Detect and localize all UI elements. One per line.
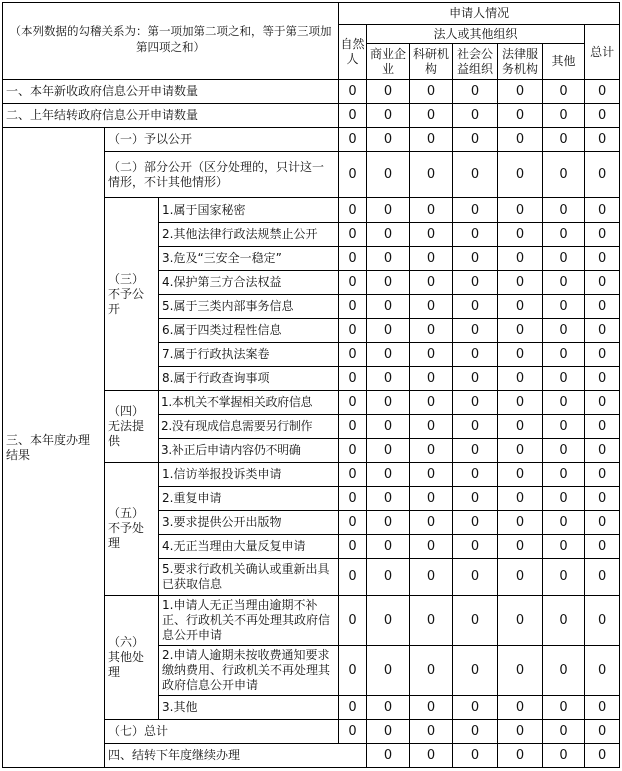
value-cell: 0 (543, 487, 585, 511)
value-cell: 0 (498, 559, 543, 595)
value-cell: 0 (367, 198, 410, 222)
value-cell: 0 (410, 198, 453, 222)
value-cell: 0 (543, 719, 585, 743)
value-cell: 0 (410, 487, 453, 511)
value-cell: 0 (585, 342, 620, 366)
value-cell: 0 (498, 743, 543, 767)
value-cell: 0 (543, 80, 585, 104)
value-cell: 0 (339, 559, 367, 595)
value-cell: 0 (410, 595, 453, 645)
value-cell: 0 (410, 128, 453, 152)
value-cell: 0 (543, 366, 585, 390)
value-cell: 0 (585, 695, 620, 719)
value-cell: 0 (498, 294, 543, 318)
item-label: 2.申请人逾期未按收费通知要求缴纳费用、行政机关不再处理其政府信息公开申请 (159, 645, 339, 695)
value-cell: 0 (367, 80, 410, 104)
value-cell: 0 (498, 318, 543, 342)
value-cell: 0 (410, 695, 453, 719)
value-cell: 0 (410, 294, 453, 318)
value-cell: 0 (498, 104, 543, 128)
value-cell: 0 (339, 246, 367, 270)
value-cell: 0 (410, 511, 453, 535)
value-cell: 0 (585, 595, 620, 645)
value-cell: 0 (339, 535, 367, 559)
value-cell: 0 (453, 104, 498, 128)
value-cell: 0 (410, 246, 453, 270)
value-cell: 0 (585, 487, 620, 511)
value-cell: 0 (543, 198, 585, 222)
value-cell: 0 (498, 719, 543, 743)
value-cell: 0 (498, 415, 543, 439)
item-label: 5.要求行政机关确认或重新出具已获取信息 (159, 559, 339, 595)
value-cell: 0 (543, 246, 585, 270)
value-cell: 0 (585, 294, 620, 318)
value-cell: 0 (410, 535, 453, 559)
value-cell: 0 (498, 80, 543, 104)
value-cell: 0 (498, 198, 543, 222)
value-cell: 0 (543, 595, 585, 645)
value-cell: 0 (367, 439, 410, 463)
item-label: 8.属于行政查询事项 (159, 366, 339, 390)
disclosure-stats-table (2, 2, 620, 768)
value-cell: 0 (367, 645, 410, 695)
applicant-header: 申请人情况 (339, 3, 620, 25)
value-cell: 0 (585, 511, 620, 535)
value-cell: 0 (367, 511, 410, 535)
col-header-research: 科研机构 (410, 44, 453, 80)
value-cell: 0 (339, 487, 367, 511)
value-cell: 0 (585, 152, 620, 198)
value-cell: 0 (410, 318, 453, 342)
value-cell: 0 (543, 439, 585, 463)
value-cell: 0 (498, 152, 543, 198)
value-cell: 0 (410, 342, 453, 366)
value-cell: 0 (543, 463, 585, 487)
value-cell: 0 (453, 366, 498, 390)
item-label: 6.属于四类过程性信息 (159, 318, 339, 342)
group-label-g3: （三）不予公开 (105, 198, 159, 391)
value-cell: 0 (339, 104, 367, 128)
table-row (3, 80, 620, 104)
value-cell: 0 (585, 390, 620, 414)
value-cell: 0 (339, 719, 367, 743)
value-cell: 0 (585, 246, 620, 270)
value-cell: 0 (410, 366, 453, 390)
value-cell: 0 (498, 439, 543, 463)
item-label: 1.申请人无正当理由逾期不补正、行政机关不再处理其政府信息公开申请 (159, 595, 339, 645)
col-header-business: 商业企业 (367, 44, 410, 80)
value-cell: 0 (543, 390, 585, 414)
value-cell: 0 (585, 535, 620, 559)
value-cell: 0 (453, 246, 498, 270)
value-cell: 0 (498, 246, 543, 270)
value-cell: 0 (339, 463, 367, 487)
item-label: 4.保护第三方合法权益 (159, 270, 339, 294)
table-row (3, 104, 620, 128)
value-cell: 0 (585, 743, 620, 767)
col-header-other: 其他 (543, 44, 585, 80)
value-cell: 0 (585, 198, 620, 222)
value-cell: 0 (339, 390, 367, 414)
value-cell: 0 (453, 743, 498, 767)
item-label: 3.要求提供公开出版物 (159, 511, 339, 535)
item-label: 3.其他 (159, 695, 339, 719)
item-label: 3.危及“三安全一稳定” (159, 246, 339, 270)
value-cell: 0 (410, 463, 453, 487)
value-cell: 0 (410, 80, 453, 104)
value-cell: 0 (339, 342, 367, 366)
value-cell: 0 (543, 743, 585, 767)
value-cell: 0 (453, 342, 498, 366)
value-cell: 0 (339, 152, 367, 198)
legal-group-header: 法人或其他组织 (367, 25, 585, 44)
value-cell: 0 (367, 390, 410, 414)
value-cell: 0 (453, 318, 498, 342)
value-cell: 0 (453, 80, 498, 104)
value-cell: 0 (339, 511, 367, 535)
value-cell: 0 (585, 719, 620, 743)
value-cell: 0 (543, 511, 585, 535)
group-label-g4: （四）无法提供 (105, 390, 159, 462)
value-cell: 0 (367, 246, 410, 270)
group-label-g2: （二）部分公开（区分处理的，只计这一情形，不计其他情形） (105, 152, 339, 198)
value-cell: 0 (410, 743, 453, 767)
value-cell: 0 (339, 80, 367, 104)
value-cell: 0 (498, 487, 543, 511)
item-label: 2.其他法律行政法规禁止公开 (159, 222, 339, 246)
value-cell: 0 (453, 511, 498, 535)
value-cell: 0 (498, 595, 543, 645)
value-cell: 0 (498, 535, 543, 559)
value-cell: 0 (543, 559, 585, 595)
item-label: 4.无正当理由大量反复申请 (159, 535, 339, 559)
value-cell: 0 (585, 104, 620, 128)
value-cell: 0 (367, 415, 410, 439)
value-cell: 0 (410, 439, 453, 463)
value-cell: 0 (367, 270, 410, 294)
value-cell: 0 (367, 128, 410, 152)
value-cell: 0 (339, 595, 367, 645)
value-cell: 0 (453, 439, 498, 463)
value-cell: 0 (339, 366, 367, 390)
group-label-g6: （六）其他处理 (105, 595, 159, 719)
value-cell: 0 (453, 695, 498, 719)
item-label: 2.没有现成信息需要另行制作 (159, 415, 339, 439)
value-cell: 0 (543, 270, 585, 294)
value-cell: 0 (453, 270, 498, 294)
value-cell: 0 (367, 559, 410, 595)
value-cell: 0 (453, 198, 498, 222)
row-label-new: 一、本年新收政府信息公开申请数量 (3, 80, 339, 104)
item-label: 5.属于三类内部事务信息 (159, 294, 339, 318)
value-cell: 0 (585, 463, 620, 487)
value-cell: 0 (410, 719, 453, 743)
value-cell: 0 (498, 511, 543, 535)
value-cell: 0 (339, 270, 367, 294)
value-cell: 0 (453, 535, 498, 559)
value-cell: 0 (453, 559, 498, 595)
row-label-result: 三、本年度办理结果 (3, 128, 105, 768)
value-cell: 0 (367, 104, 410, 128)
value-cell: 0 (367, 463, 410, 487)
value-cell: 0 (585, 559, 620, 595)
total-header: 总计 (585, 25, 620, 80)
value-cell: 0 (367, 535, 410, 559)
value-cell: 0 (367, 152, 410, 198)
item-label: 3.补正后申请内容仍不明确 (159, 439, 339, 463)
value-cell: 0 (410, 222, 453, 246)
value-cell: 0 (543, 695, 585, 719)
item-label: 1.信访举报投诉类申请 (159, 463, 339, 487)
value-cell: 0 (543, 342, 585, 366)
value-cell: 0 (543, 222, 585, 246)
value-cell: 0 (367, 595, 410, 645)
value-cell: 0 (585, 318, 620, 342)
value-cell: 0 (543, 294, 585, 318)
value-cell: 0 (410, 559, 453, 595)
col-header-public-welfare: 社会公益组织 (453, 44, 498, 80)
value-cell: 0 (410, 152, 453, 198)
value-cell: 0 (453, 390, 498, 414)
value-cell: 0 (339, 645, 367, 695)
value-cell: 0 (585, 80, 620, 104)
value-cell: 0 (339, 198, 367, 222)
value-cell: 0 (498, 270, 543, 294)
relationship-note: （本列数据的勾稽关系为：第一项加第二项之和，等于第三项加第四项之和） (3, 3, 339, 80)
value-cell: 0 (339, 294, 367, 318)
value-cell: 0 (339, 222, 367, 246)
value-cell: 0 (585, 439, 620, 463)
value-cell: 0 (453, 719, 498, 743)
value-cell: 0 (453, 487, 498, 511)
value-cell: 0 (339, 128, 367, 152)
value-cell: 0 (367, 222, 410, 246)
value-cell: 0 (498, 128, 543, 152)
value-cell: 0 (543, 645, 585, 695)
value-cell: 0 (498, 222, 543, 246)
item-label: 2.重复申请 (159, 487, 339, 511)
item-label: 7.属于行政执法案卷 (159, 342, 339, 366)
row-label-next: 四、结转下年度继续办理 (105, 743, 367, 767)
value-cell: 0 (453, 463, 498, 487)
table-row (3, 128, 620, 152)
group-label-g1: （一）予以公开 (105, 128, 339, 152)
value-cell: 0 (498, 695, 543, 719)
value-cell: 0 (585, 645, 620, 695)
value-cell: 0 (367, 487, 410, 511)
value-cell: 0 (453, 294, 498, 318)
item-label: 1.属于国家秘密 (159, 198, 339, 222)
item-label: 1.本机关不掌握相关政府信息 (159, 390, 339, 414)
value-cell: 0 (498, 390, 543, 414)
col-header-legal-service: 法律服务机构 (498, 44, 543, 80)
natural-person-header: 自然人 (339, 25, 367, 80)
value-cell: 0 (498, 463, 543, 487)
value-cell: 0 (453, 415, 498, 439)
value-cell: 0 (498, 645, 543, 695)
value-cell: 0 (585, 222, 620, 246)
group-label-g5: （五）不予处理 (105, 463, 159, 595)
value-cell: 0 (339, 695, 367, 719)
value-cell: 0 (367, 294, 410, 318)
value-cell: 0 (410, 415, 453, 439)
value-cell: 0 (410, 104, 453, 128)
value-cell: 0 (543, 535, 585, 559)
value-cell: 0 (367, 366, 410, 390)
value-cell: 0 (410, 390, 453, 414)
value-cell: 0 (585, 270, 620, 294)
value-cell: 0 (367, 695, 410, 719)
value-cell: 0 (339, 415, 367, 439)
value-cell: 0 (453, 222, 498, 246)
value-cell: 0 (585, 128, 620, 152)
value-cell: 0 (453, 152, 498, 198)
value-cell: 0 (367, 318, 410, 342)
value-cell: 0 (339, 439, 367, 463)
value-cell: 0 (367, 719, 410, 743)
value-cell: 0 (410, 645, 453, 695)
value-cell: 0 (543, 104, 585, 128)
value-cell: 0 (498, 342, 543, 366)
value-cell: 0 (453, 645, 498, 695)
value-cell: 0 (585, 366, 620, 390)
group-label-g7: （七）总计 (105, 719, 339, 743)
value-cell: 0 (585, 415, 620, 439)
value-cell: 0 (453, 595, 498, 645)
value-cell: 0 (410, 270, 453, 294)
value-cell: 0 (498, 366, 543, 390)
value-cell: 0 (543, 152, 585, 198)
value-cell: 0 (367, 743, 410, 767)
value-cell: 0 (543, 318, 585, 342)
value-cell: 0 (367, 342, 410, 366)
value-cell: 0 (453, 128, 498, 152)
value-cell: 0 (543, 128, 585, 152)
value-cell: 0 (339, 318, 367, 342)
value-cell: 0 (543, 415, 585, 439)
row-label-carry: 二、上年结转政府信息公开申请数量 (3, 104, 339, 128)
